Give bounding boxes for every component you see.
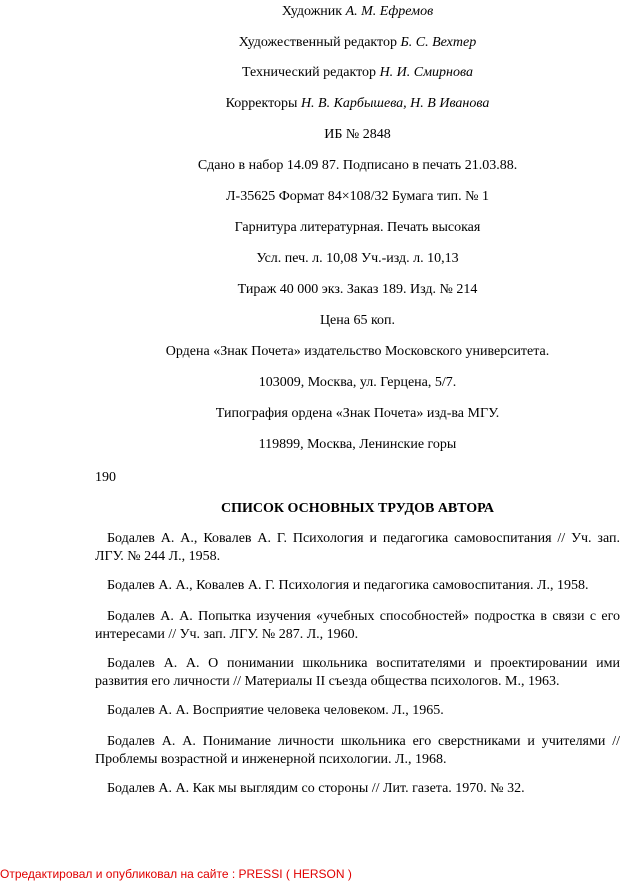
bibliography-entry: Бодалев А. А. О понимании школьника воспитателями и проектировании ими развития его личности // Материалы II съезда общества психологов. М., 1963. (95, 656, 620, 689)
imprint-run: Тираж 40 000 экз. Заказ 189. Изд. № 214 (237, 282, 478, 297)
imprint-sheets: Усл. печ. л. 10,08 Уч.-изд. л. 10,13 (256, 251, 459, 266)
page-number: 190 (95, 470, 116, 485)
imprint-publisher-address: 103009, Москва, ул. Герцена, 5/7. (258, 375, 457, 390)
bibliography-entry: Бодалев А. А. Как мы выглядим со стороны // Лит. газета. 1970. № 32. (107, 781, 525, 796)
imprint-artist: Художник А. М. Ефремов (281, 4, 434, 19)
site-credit-footer: Отредактировал и опубликовал на сайте : PRESSI ( HERSON ) (0, 867, 352, 881)
imprint-printer-address: 119899, Москва, Ленинские горы (258, 437, 457, 452)
bibliography-entry: Бодалев А. А. Попытка изучения «учебных способностей» подростка в связи с его интересами // Уч. зап. ЛГУ. № 287. Л., 1960. (95, 609, 620, 642)
imprint-dates: Сдано в набор 14.09 87. Подписано в печать 21.03.88. (197, 158, 518, 173)
imprint-art-editor: Художественный редактор Б. С. Вехтер (238, 35, 477, 50)
imprint-tech-editor: Технический редактор Н. И. Смирнова (242, 65, 473, 80)
imprint-format: Л-35625 Формат 84×108/32 Бумага тип. № 1 (226, 189, 489, 204)
imprint-publisher: Ордена «Знак Почета» издательство Московского университета. (165, 344, 550, 359)
imprint-typeface: Гарнитура литературная. Печать высокая (234, 220, 481, 235)
imprint-ib: ИБ № 2848 (324, 127, 391, 142)
bibliography-entry: Бодалев А. А. Понимание личности школьника его сверстниками и учителями // Проблемы возрастной и инженерной психологии. Л., 1968. (95, 734, 620, 767)
imprint-correctors: Корректоры Н. В. Карбышева, Н. В Иванова (225, 96, 490, 111)
bibliography-title: СПИСОК ОСНОВНЫХ ТРУДОВ АВТОРА (220, 501, 494, 516)
bibliography-entry: Бодалев А. А. Восприятие человека человеком. Л., 1965. (107, 703, 444, 718)
imprint-price: Цена 65 коп. (319, 313, 396, 328)
bibliography-entry: Бодалев А. А., Ковалев А. Г. Психология и педагогика самовоспитания. Л., 1958. (107, 578, 589, 593)
bibliography-entry: Бодалев А. А., Ковалев А. Г. Психология и педагогика самовоспитания // Уч. зап. ЛГУ. № 244 Л., 1958. (95, 531, 620, 564)
imprint-printer: Типография ордена «Знак Почета» изд-ва МГУ. (215, 406, 500, 421)
